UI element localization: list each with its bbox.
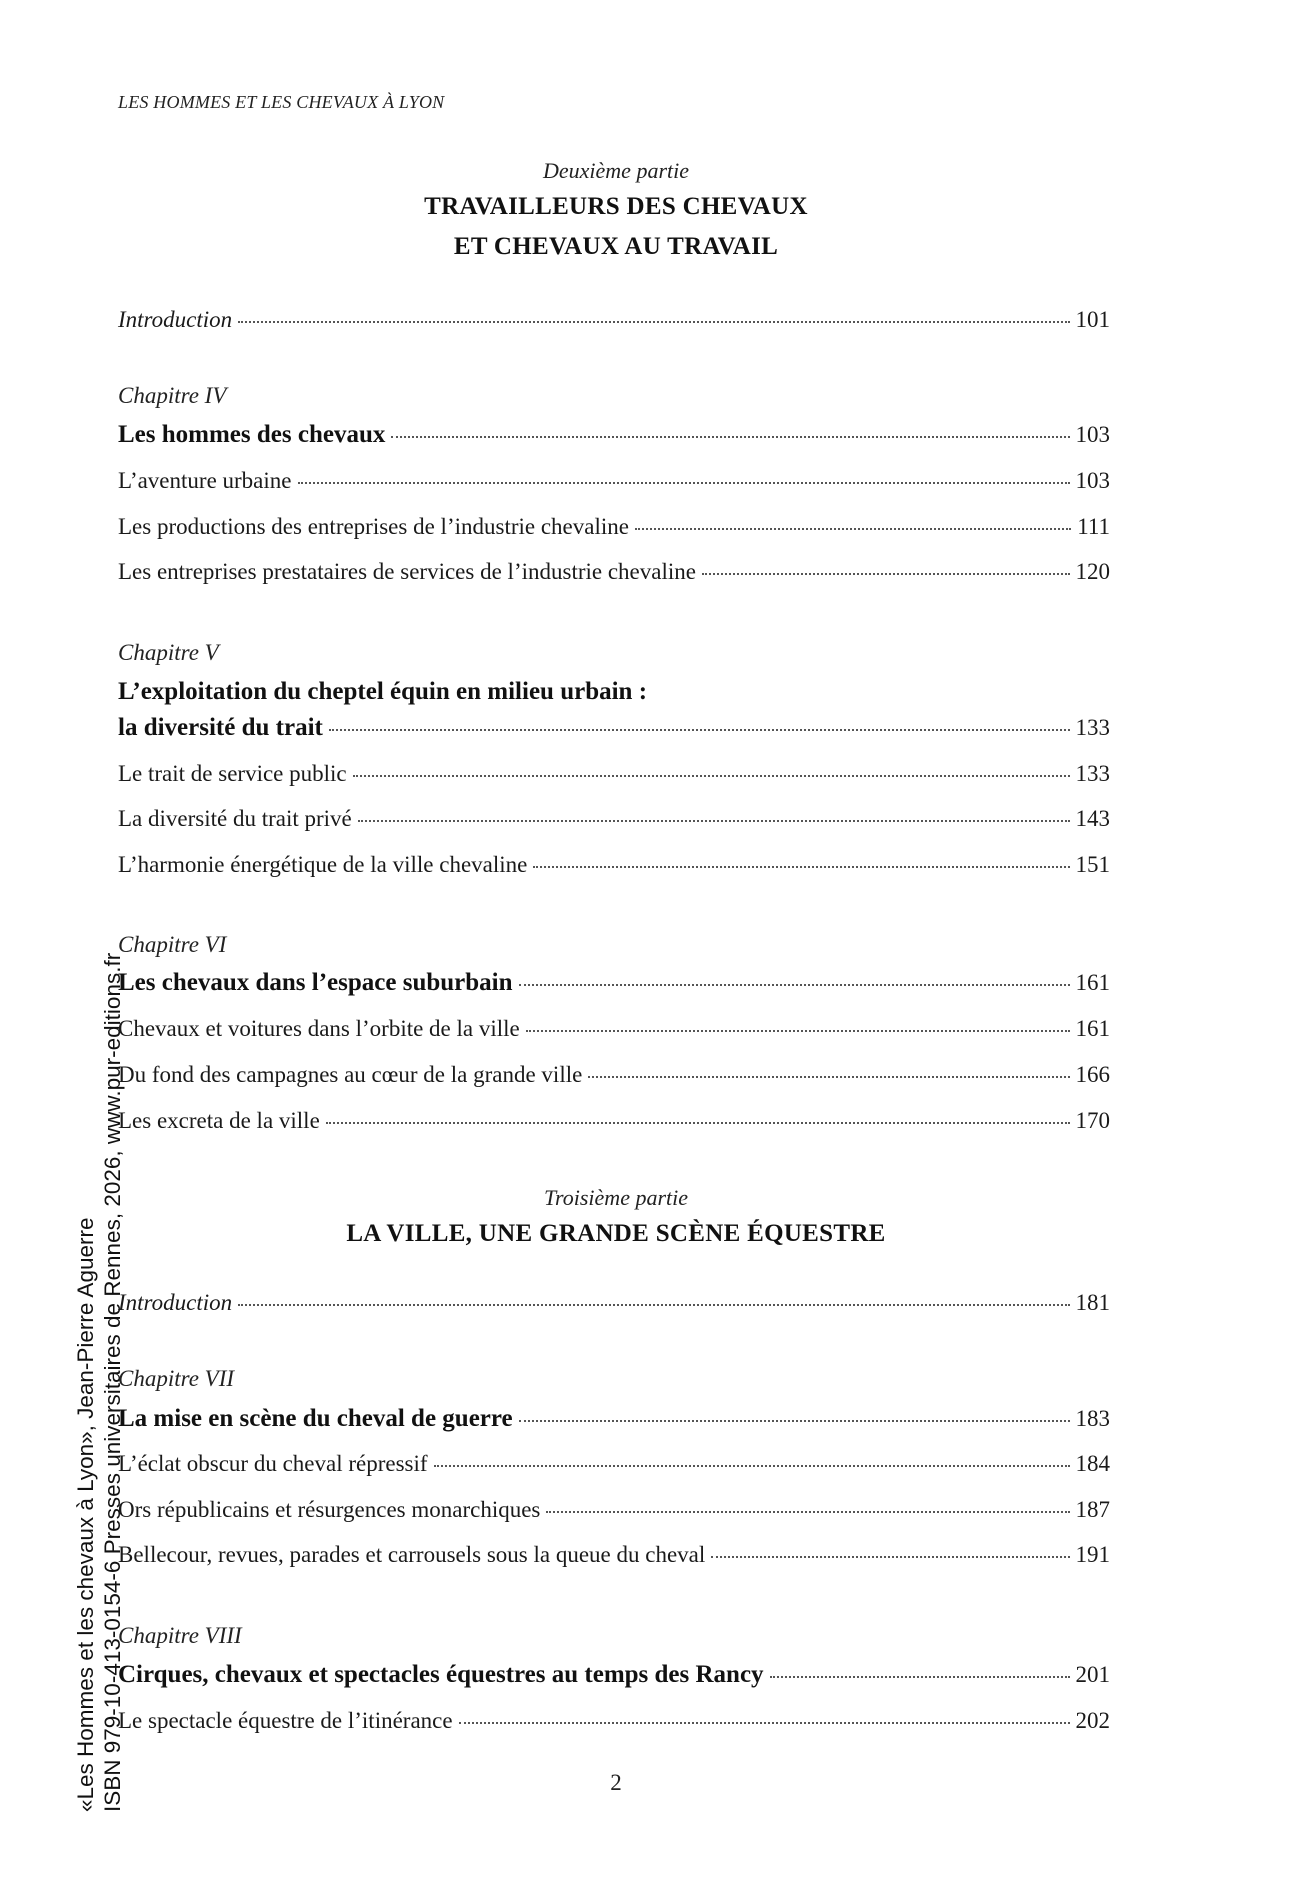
dot-leader	[546, 1511, 1069, 1513]
chapter7-label: Chapitre VII	[118, 1366, 235, 1391]
toc-entry-label: Bellecour, revues, parades et carrousels sous la queue du cheval	[118, 1542, 706, 1567]
dot-leader	[358, 820, 1070, 822]
dot-leader	[588, 1076, 1069, 1078]
part3-title: LA VILLE, UNE GRANDE SCÈNE ÉQUESTRE	[346, 1220, 886, 1247]
toc-entry-page: 133	[1075, 715, 1110, 740]
side-note-line1: «Les Hommes et les chevaux à Lyon», Jean-Pierre Aguerre	[73, 1217, 98, 1812]
toc-entry-label: Introduction	[118, 1290, 233, 1315]
chapter6-label: Chapitre VI	[118, 932, 227, 957]
dot-leader	[353, 775, 1070, 777]
dot-leader	[434, 1465, 1070, 1467]
toc-entry-section[interactable]	[118, 1062, 1110, 1088]
toc-entry-label: Introduction	[118, 307, 233, 332]
toc-entry-section[interactable]	[118, 806, 1110, 832]
toc-entry-label: Les chevaux dans l’espace suburbain	[118, 969, 513, 996]
chapter4-label: Chapitre IV	[118, 383, 227, 408]
toc-entry-label: Ors républicains et résurgences monarchiques	[118, 1497, 541, 1522]
toc-entry-section[interactable]	[118, 1542, 1110, 1568]
toc-entry-label: L’éclat obscur du cheval répressif	[118, 1451, 428, 1476]
page-number: 2	[610, 1770, 622, 1795]
toc-entry-label: la diversité du trait	[118, 714, 323, 741]
toc-entry-label: La mise en scène du cheval de guerre	[118, 1405, 513, 1432]
toc-entry-label: Les productions des entreprises de l’industrie chevaline	[118, 514, 629, 539]
toc-entry-section[interactable]	[118, 559, 1110, 585]
dot-leader	[519, 984, 1070, 986]
toc-entry-page: 143	[1075, 806, 1110, 831]
toc-entry-chapter7[interactable]	[118, 1405, 1110, 1433]
dot-leader	[238, 321, 1069, 323]
toc-entry-chapter4[interactable]	[118, 421, 1110, 449]
dot-leader	[391, 436, 1069, 438]
dot-leader	[329, 729, 1070, 731]
toc-entry-section[interactable]	[118, 761, 1110, 787]
toc-entry-page: 184	[1075, 1451, 1110, 1476]
running-head: LES HOMMES ET LES CHEVAUX À LYON	[118, 92, 445, 112]
toc-entry-page: 191	[1075, 1542, 1110, 1567]
dot-leader	[533, 866, 1069, 868]
toc-entry-page: 201	[1075, 1662, 1110, 1687]
toc-entry-page: 166	[1075, 1062, 1110, 1087]
toc-entry-page: 181	[1075, 1290, 1110, 1315]
toc-entry-page: 202	[1075, 1708, 1110, 1733]
toc-entry-page: 101	[1075, 307, 1110, 332]
toc-entry-chapter8[interactable]	[118, 1661, 1110, 1689]
toc-entry-page: 187	[1075, 1497, 1110, 1522]
toc-entry-page: 161	[1075, 1016, 1110, 1041]
toc-entry-chapter5[interactable]	[118, 714, 1110, 742]
toc-entry-page: 161	[1075, 970, 1110, 995]
toc-entry-label: Les excreta de la ville	[118, 1108, 320, 1133]
toc-entry-part2-intro[interactable]	[118, 307, 1110, 333]
toc-entry-label: Les hommes des chevaux	[118, 421, 386, 448]
dot-leader	[526, 1030, 1070, 1032]
toc-entry-page: 103	[1075, 422, 1110, 447]
toc-entry-label: La diversité du trait privé	[118, 806, 352, 831]
toc-entry-label: L’harmonie énergétique de la ville chevaline	[118, 852, 528, 877]
toc-entry-label: Les entreprises prestataires de services de l’industrie chevaline	[118, 559, 696, 584]
part3-label: Troisième partie	[543, 1185, 689, 1210]
toc-entry-section[interactable]	[118, 1108, 1110, 1134]
dot-leader	[711, 1556, 1069, 1558]
side-note-line2: ISBN 979-10-413-0154-6 Presses universitaires de Rennes, 2026, www.pur-editions.fr	[100, 952, 125, 1812]
dot-leader	[326, 1122, 1070, 1124]
toc-entry-part3-intro[interactable]	[118, 1290, 1110, 1316]
dot-leader	[702, 573, 1070, 575]
chapter8-label: Chapitre VIII	[118, 1623, 242, 1648]
toc-entry-label: Du fond des campagnes au cœur de la grande ville	[118, 1062, 583, 1087]
toc-entry-section[interactable]	[118, 468, 1110, 494]
part2-label: Deuxième partie	[543, 158, 689, 183]
dot-leader	[459, 1722, 1070, 1724]
toc-entry-section[interactable]	[118, 1708, 1110, 1734]
toc-entry-page: 151	[1075, 852, 1110, 877]
part2-title-line1: TRAVAILLEURS DES CHEVAUX	[424, 193, 808, 220]
toc-entry-label: Le spectacle équestre de l’itinérance	[118, 1708, 453, 1733]
toc-entry-page: 170	[1075, 1108, 1110, 1133]
toc-entry-label: Cirques, chevaux et spectacles équestres au temps des Rancy	[118, 1661, 764, 1688]
toc-entry-section[interactable]	[118, 1451, 1110, 1477]
toc-entry-section[interactable]	[118, 1016, 1110, 1042]
toc-entry-section[interactable]	[118, 852, 1110, 878]
toc-entry-page: 111	[1077, 514, 1110, 539]
toc-entry-section[interactable]	[118, 1497, 1110, 1523]
dot-leader	[635, 528, 1071, 530]
toc-entry-page: 120	[1075, 559, 1110, 584]
dot-leader	[238, 1304, 1069, 1306]
toc-entry-label: L’aventure urbaine	[118, 468, 292, 493]
toc-entry-page: 103	[1075, 468, 1110, 493]
chapter5-label: Chapitre V	[118, 640, 219, 665]
dot-leader	[298, 482, 1070, 484]
toc-entry-chapter6[interactable]	[118, 969, 1110, 997]
toc-entry-section[interactable]	[118, 514, 1110, 540]
part2-title-line2: ET CHEVAUX AU TRAVAIL	[453, 233, 779, 260]
toc-entry-page: 133	[1075, 761, 1110, 786]
toc-entry-label: Chevaux et voitures dans l’orbite de la ville	[118, 1016, 520, 1041]
toc-entry-label: Le trait de service public	[118, 761, 347, 786]
chapter5-title-line1[interactable]: L’exploitation du cheptel équin en milieu urbain :	[118, 678, 648, 705]
dot-leader	[770, 1676, 1070, 1678]
dot-leader	[519, 1420, 1070, 1422]
toc-entry-page: 183	[1075, 1406, 1110, 1431]
